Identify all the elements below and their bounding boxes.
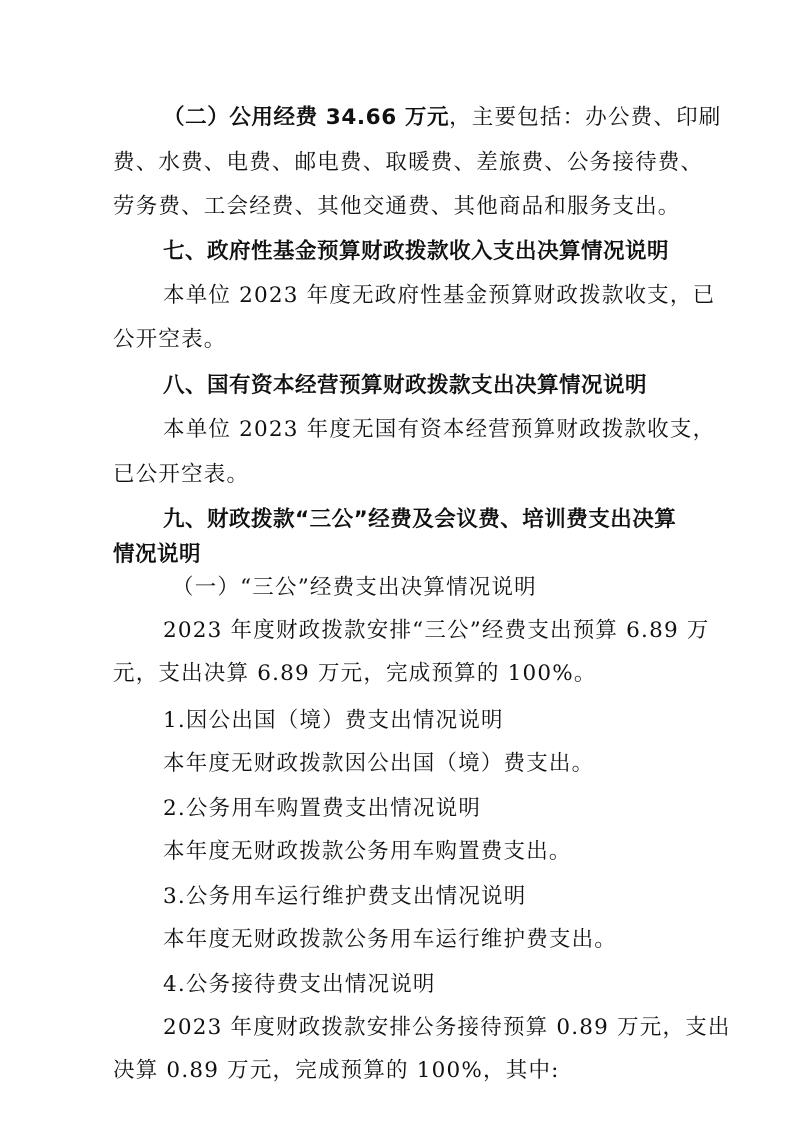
paragraph-7-line-1: 本单位 2023 年度无政府性基金预算财政拨款收支，已 [163, 283, 716, 308]
item-3-body: 本年度无财政拨款公务用车运行维护费支出。 [163, 927, 618, 952]
public-funds-rest: ，主要包括：办公费、印刷 [449, 105, 722, 130]
paragraph-public-funds-line-2: 费、水费、电费、邮电费、取暖费、差旅费、公务接待费、 [113, 150, 704, 175]
item-4-line-2: 决算 0.89 万元，完成预算的 100%，其中: [113, 1058, 560, 1083]
item-2-title: 2.公务用车购置费支出情况说明 [163, 796, 482, 821]
item-2-body: 本年度无财政拨款公务用车购置费支出。 [163, 839, 572, 864]
paragraph-9-line-2: 元，支出决算 6.89 万元，完成预算的 100%。 [113, 661, 597, 686]
item-4-title: 4.公务接待费支出情况说明 [163, 972, 436, 997]
paragraph-public-funds-line-1 [0, 104, 793, 132]
paragraph-9-line-1: 2023 年度财政拨款安排“三公”经费支出预算 6.89 万 [163, 618, 710, 643]
section-heading-9-line-1: 九、财政拨款“三公”经费及会议费、培训费支出决算 [163, 507, 677, 532]
item-3-title: 3.公务用车运行维护费支出情况说明 [163, 884, 527, 909]
section-heading-9-line-2: 情况说明 [113, 542, 202, 567]
paragraph-public-funds-line-3: 劳务费、工会经费、其他交通费、其他商品和服务支出。 [113, 194, 681, 219]
paragraph-7-line-2: 公开空表。 [113, 327, 227, 352]
paragraph-8-line-2: 已公开空表。 [113, 462, 250, 487]
subsection-heading-1: （一）“三公”经费支出决算情况说明 [172, 575, 537, 600]
item-4-line-1: 2023 年度财政拨款安排公务接待预算 0.89 万元，支出 [163, 1015, 731, 1040]
paragraph-8-line-1: 本单位 2023 年度无国有资本经营预算财政拨款收支， [163, 417, 716, 442]
section-heading-8: 八、国有资本经营预算财政拨款支出决算情况说明 [163, 373, 648, 398]
item-1-title: 1.因公出国（境）费支出情况说明 [163, 708, 504, 733]
item-1-body: 本年度无财政拨款因公出国（境）费支出。 [163, 751, 595, 776]
public-funds-lead: （二）公用经费 34.66 万元 [163, 105, 450, 130]
section-heading-7: 七、政府性基金预算财政拨款收入支出决算情况说明 [163, 239, 670, 264]
